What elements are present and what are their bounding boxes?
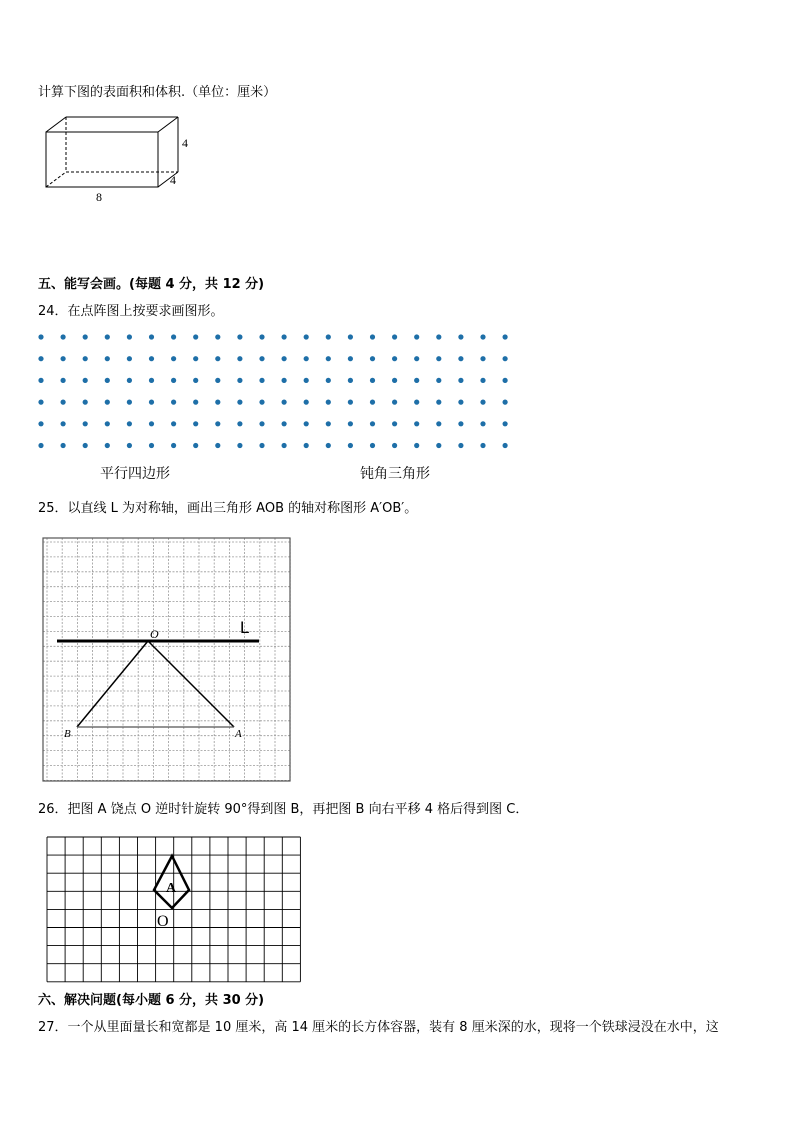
grid-dot <box>326 378 331 383</box>
grid-dot <box>458 443 463 448</box>
grid-dot <box>193 356 198 361</box>
grid-dot <box>215 421 220 426</box>
grid-dot <box>436 421 441 426</box>
section-5-title: 五、能写会画。(每题 4 分，共 12 分) <box>38 277 265 292</box>
grid-dot <box>503 334 508 339</box>
grid-dot <box>458 400 463 405</box>
grid-dot <box>414 378 419 383</box>
grid-dot <box>38 334 43 339</box>
grid-dot <box>61 400 66 405</box>
grid-dot <box>304 334 309 339</box>
grid-dot <box>458 378 463 383</box>
grid-dot <box>326 356 331 361</box>
grid-dot <box>105 356 110 361</box>
grid-dot <box>61 421 66 426</box>
grid-dot <box>193 378 198 383</box>
triangle-side-OB <box>77 641 148 727</box>
grid-dot <box>149 421 154 426</box>
question-25-text: 25．以直线 L 为对称轴，画出三角形 AOB 的轴对称图形 A′OB′。 <box>38 501 418 516</box>
grid-dot <box>193 421 198 426</box>
cuboid-length-label: 8 <box>96 190 102 204</box>
grid-dot <box>215 356 220 361</box>
grid-dot <box>127 378 132 383</box>
grid-dot <box>503 400 508 405</box>
grid-dot <box>414 400 419 405</box>
grid-dot <box>83 443 88 448</box>
grid-dot <box>171 400 176 405</box>
grid-dot <box>237 443 242 448</box>
grid-dot <box>259 378 264 383</box>
grid-dot <box>503 378 508 383</box>
grid-dot <box>215 378 220 383</box>
grid-dot <box>348 334 353 339</box>
grid-dot <box>348 356 353 361</box>
grid-dot <box>436 334 441 339</box>
grid-dot <box>171 356 176 361</box>
grid-dot <box>304 378 309 383</box>
grid-dot <box>282 400 287 405</box>
grid-dot <box>326 334 331 339</box>
grid-dot <box>105 421 110 426</box>
question-24-text: 24．在点阵图上按要求画图形。 <box>38 304 224 319</box>
grid-dot <box>105 378 110 383</box>
grid-dot <box>392 356 397 361</box>
grid-dot <box>326 400 331 405</box>
grid-dot <box>480 421 485 426</box>
grid-dot <box>480 356 485 361</box>
grid-dot <box>304 443 309 448</box>
grid-dot <box>61 356 66 361</box>
grid-dot <box>127 334 132 339</box>
grid-dot <box>326 443 331 448</box>
grid-dot <box>348 421 353 426</box>
grid-dot <box>127 356 132 361</box>
grid-dot <box>83 421 88 426</box>
grid-dot <box>414 421 419 426</box>
symmetry-grid <box>42 537 292 782</box>
grid-dot <box>480 378 485 383</box>
grid-dot <box>282 378 287 383</box>
grid-dot <box>38 443 43 448</box>
grid-dot <box>304 400 309 405</box>
grid-dot <box>436 443 441 448</box>
grid-dot <box>215 443 220 448</box>
grid-dot <box>370 356 375 361</box>
grid-dot <box>503 443 508 448</box>
grid-dot <box>282 334 287 339</box>
grid-dot <box>370 378 375 383</box>
grid-dot <box>304 356 309 361</box>
grid-dot <box>259 356 264 361</box>
dot-label-obtuse-triangle: 钝角三角形 <box>360 466 430 482</box>
grid-dot <box>458 356 463 361</box>
grid-dot <box>38 421 43 426</box>
grid-dot <box>348 443 353 448</box>
grid-dot <box>105 400 110 405</box>
grid-dot <box>237 356 242 361</box>
grid-dot <box>503 356 508 361</box>
grid-dot <box>215 400 220 405</box>
rotation-grid <box>46 836 300 984</box>
grid-dot <box>259 443 264 448</box>
grid-dot <box>480 400 485 405</box>
dot-label-parallelogram: 平行四边形 <box>100 466 170 482</box>
grid-dot <box>149 334 154 339</box>
grid-dot <box>105 443 110 448</box>
grid-dot <box>83 334 88 339</box>
grid-dot <box>436 400 441 405</box>
point-label-O: O <box>150 627 159 641</box>
grid-dot <box>149 378 154 383</box>
grid-dot <box>436 356 441 361</box>
line-label-L: L <box>240 618 250 637</box>
grid-dot <box>237 334 242 339</box>
grid-dot <box>171 421 176 426</box>
grid-dot <box>392 421 397 426</box>
grid-dot <box>149 400 154 405</box>
grid-dot <box>370 400 375 405</box>
question-27-text: 27．一个从里面量长和宽都是 10 厘米，高 14 厘米的长方体容器，装有 8 厘米深的水，现将一个铁球浸没在水中，这 <box>38 1020 719 1035</box>
grid-dot <box>392 443 397 448</box>
grid-dot <box>61 378 66 383</box>
grid-dot <box>127 400 132 405</box>
grid-dot <box>392 378 397 383</box>
grid-dot <box>348 400 353 405</box>
grid-dot <box>237 421 242 426</box>
grid-dot <box>83 356 88 361</box>
grid-dot <box>127 421 132 426</box>
grid-dot <box>38 400 43 405</box>
grid-dot <box>83 400 88 405</box>
question-26-text: 26．把图 A 饶点 O 逆时针旋转 90°得到图 B，再把图 B 向右平移 4 格后得到图 C． <box>38 802 529 817</box>
grid-dot <box>83 378 88 383</box>
grid-dot <box>414 334 419 339</box>
grid-dot <box>458 421 463 426</box>
grid-dot <box>215 334 220 339</box>
grid-dot <box>282 356 287 361</box>
grid-dot <box>282 443 287 448</box>
grid-dot <box>370 334 375 339</box>
grid-dot <box>370 421 375 426</box>
grid-dot <box>370 443 375 448</box>
grid-dot <box>237 378 242 383</box>
grid-dot <box>193 400 198 405</box>
grid-dot <box>348 378 353 383</box>
grid-dot <box>149 443 154 448</box>
grid-dot <box>193 334 198 339</box>
figure-A-label: A <box>166 881 177 896</box>
grid-dot <box>193 443 198 448</box>
grid-dot <box>480 334 485 339</box>
grid-dot <box>304 421 309 426</box>
grid-dot <box>414 356 419 361</box>
grid-dot <box>171 443 176 448</box>
grid-dot <box>436 378 441 383</box>
rotation-point-O: O <box>157 913 169 930</box>
grid-dot <box>149 356 154 361</box>
triangle-side-OA <box>148 641 234 727</box>
grid-dot <box>480 443 485 448</box>
grid-dot <box>414 443 419 448</box>
grid-dot <box>458 334 463 339</box>
grid-dot <box>237 400 242 405</box>
grid-dot <box>105 334 110 339</box>
cuboid-depth-label: 4 <box>170 173 176 187</box>
grid-dot <box>392 334 397 339</box>
grid-dot <box>259 400 264 405</box>
grid-dot <box>282 421 287 426</box>
point-label-A: A <box>235 728 242 740</box>
grid-dot <box>61 443 66 448</box>
grid-dot <box>392 400 397 405</box>
question-surface-volume: 计算下图的表面积和体积.（单位：厘米） <box>38 85 277 100</box>
grid-dot <box>503 421 508 426</box>
grid-dot <box>259 421 264 426</box>
grid-dot <box>38 378 43 383</box>
grid-dot <box>326 421 331 426</box>
section-6-title: 六、解决问题(每小题 6 分，共 30 分) <box>38 993 265 1008</box>
point-label-B: B <box>64 728 71 740</box>
grid-dot <box>259 334 264 339</box>
grid-dot <box>38 356 43 361</box>
grid-dot <box>171 378 176 383</box>
grid-dot <box>61 334 66 339</box>
cuboid-height-label: 4 <box>182 136 188 150</box>
grid-dot <box>127 443 132 448</box>
grid-dot <box>171 334 176 339</box>
